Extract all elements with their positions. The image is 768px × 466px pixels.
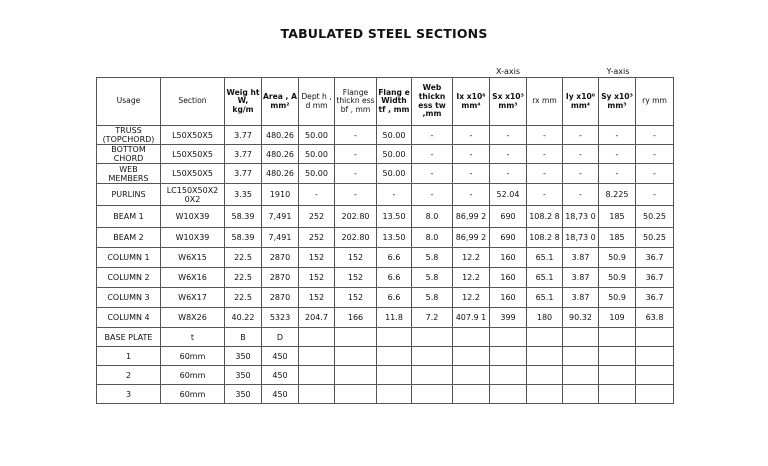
base-plate-cell: 450 bbox=[262, 347, 299, 366]
empty-cell bbox=[453, 347, 490, 366]
table-row bbox=[97, 206, 674, 228]
table-cell: - bbox=[599, 145, 636, 164]
table-cell: 252 bbox=[299, 228, 335, 248]
table-cell: 152 bbox=[335, 248, 377, 268]
empty-cell bbox=[377, 385, 412, 404]
empty-cell bbox=[335, 385, 377, 404]
empty-cell bbox=[490, 385, 527, 404]
table-cell: 690 bbox=[490, 206, 527, 228]
table-cell: 58.39 bbox=[225, 206, 262, 228]
table-row bbox=[97, 184, 674, 206]
steel-sections-table bbox=[96, 77, 674, 404]
base-plate-cell: 60mm bbox=[161, 347, 225, 366]
table-cell: - bbox=[636, 126, 674, 145]
table-cell: 480.26 bbox=[262, 145, 299, 164]
table-cell: 12.2 bbox=[453, 268, 490, 288]
empty-cell bbox=[563, 328, 599, 347]
table-cell: - bbox=[453, 126, 490, 145]
table-cell: - bbox=[412, 184, 453, 206]
base-plate-cell: 350 bbox=[225, 385, 262, 404]
base-plate-cell: 2 bbox=[97, 366, 161, 385]
table-cell: - bbox=[563, 145, 599, 164]
table-cell: 86,99 2 bbox=[453, 206, 490, 228]
empty-cell bbox=[412, 385, 453, 404]
table-cell: 160 bbox=[490, 248, 527, 268]
table-cell: 5.8 bbox=[412, 248, 453, 268]
y-axis-group-label: Y-axis bbox=[606, 67, 630, 76]
table-cell: 180 bbox=[527, 308, 563, 328]
usage-cell: COLUMN 2 bbox=[97, 268, 161, 288]
base-plate-cell: 1 bbox=[97, 347, 161, 366]
table-cell: - bbox=[563, 164, 599, 184]
empty-cell bbox=[299, 366, 335, 385]
table-cell: - bbox=[412, 145, 453, 164]
base-plate-header-cell: B bbox=[225, 328, 262, 347]
empty-cell bbox=[599, 328, 636, 347]
empty-cell bbox=[335, 347, 377, 366]
table-cell: 152 bbox=[335, 288, 377, 308]
header-cell: Sy x10³ mm³ bbox=[599, 78, 636, 126]
usage-cell: COLUMN 1 bbox=[97, 248, 161, 268]
table-row bbox=[97, 308, 674, 328]
table-cell: 22.5 bbox=[225, 288, 262, 308]
table-cell: 36.7 bbox=[636, 248, 674, 268]
table-cell: 7,491 bbox=[262, 206, 299, 228]
empty-cell bbox=[453, 366, 490, 385]
table-cell: 108.2 8 bbox=[527, 206, 563, 228]
table-cell: 50.9 bbox=[599, 288, 636, 308]
header-cell: Flange thickn ess bf , mm bbox=[335, 78, 377, 126]
empty-cell bbox=[453, 385, 490, 404]
table-cell: 5323 bbox=[262, 308, 299, 328]
table-cell: - bbox=[335, 126, 377, 145]
table-cell: 52.04 bbox=[490, 184, 527, 206]
usage-cell: COLUMN 4 bbox=[97, 308, 161, 328]
table-cell: 399 bbox=[490, 308, 527, 328]
table-cell: 36.7 bbox=[636, 288, 674, 308]
table-cell: - bbox=[299, 184, 335, 206]
empty-cell bbox=[299, 347, 335, 366]
base-plate-header-row bbox=[97, 328, 674, 347]
empty-cell bbox=[527, 347, 563, 366]
empty-cell bbox=[636, 328, 674, 347]
empty-cell bbox=[299, 328, 335, 347]
header-cell: Iy x10⁶ mm⁴ bbox=[563, 78, 599, 126]
base-plate-header-cell: t bbox=[161, 328, 225, 347]
table-cell: 407.9 1 bbox=[453, 308, 490, 328]
table-cell: 109 bbox=[599, 308, 636, 328]
table-cell: 50.00 bbox=[377, 145, 412, 164]
empty-cell bbox=[335, 366, 377, 385]
table-cell: 166 bbox=[335, 308, 377, 328]
empty-cell bbox=[527, 328, 563, 347]
base-plate-row bbox=[97, 385, 674, 404]
usage-cell: BEAM 1 bbox=[97, 206, 161, 228]
table-cell: 3.87 bbox=[563, 288, 599, 308]
table-cell: 2870 bbox=[262, 248, 299, 268]
table-cell: 40.22 bbox=[225, 308, 262, 328]
table-cell: 3.35 bbox=[225, 184, 262, 206]
table-cell: LC150X50X2 0X2 bbox=[161, 184, 225, 206]
empty-cell bbox=[636, 366, 674, 385]
table-cell: 2870 bbox=[262, 268, 299, 288]
table-cell: - bbox=[636, 145, 674, 164]
base-plate-cell: 350 bbox=[225, 366, 262, 385]
table-cell: 22.5 bbox=[225, 248, 262, 268]
empty-cell bbox=[490, 328, 527, 347]
table-cell: 2870 bbox=[262, 288, 299, 308]
table-cell: 13.50 bbox=[377, 228, 412, 248]
table-cell: 8.0 bbox=[412, 228, 453, 248]
empty-cell bbox=[490, 347, 527, 366]
table-cell: - bbox=[527, 164, 563, 184]
table-cell: 63.8 bbox=[636, 308, 674, 328]
table-cell: - bbox=[453, 145, 490, 164]
table-cell: W10X39 bbox=[161, 228, 225, 248]
base-plate-cell: 60mm bbox=[161, 385, 225, 404]
table-cell: 7,491 bbox=[262, 228, 299, 248]
table-cell: - bbox=[377, 184, 412, 206]
table-cell: W6X16 bbox=[161, 268, 225, 288]
empty-cell bbox=[377, 328, 412, 347]
usage-cell: WEB MEMBERS bbox=[97, 164, 161, 184]
empty-cell bbox=[412, 328, 453, 347]
header-cell: rx mm bbox=[527, 78, 563, 126]
table-cell: 152 bbox=[299, 288, 335, 308]
table-cell: 3.87 bbox=[563, 268, 599, 288]
table-cell: 50.00 bbox=[299, 126, 335, 145]
empty-cell bbox=[563, 366, 599, 385]
table-cell: - bbox=[490, 145, 527, 164]
table-cell: 252 bbox=[299, 206, 335, 228]
usage-cell: PURLINS bbox=[97, 184, 161, 206]
base-plate-cell: 60mm bbox=[161, 366, 225, 385]
table-cell: 90.32 bbox=[563, 308, 599, 328]
table-cell: 152 bbox=[299, 248, 335, 268]
table-cell: 13.50 bbox=[377, 206, 412, 228]
base-plate-row bbox=[97, 366, 674, 385]
table-cell: 480.26 bbox=[262, 126, 299, 145]
table-cell: 65.1 bbox=[527, 268, 563, 288]
table-cell: - bbox=[599, 164, 636, 184]
table-cell: 1910 bbox=[262, 184, 299, 206]
table-cell: 8.0 bbox=[412, 206, 453, 228]
table-cell: L50X50X5 bbox=[161, 164, 225, 184]
table-cell: 3.77 bbox=[225, 126, 262, 145]
header-cell: Area , A mm² bbox=[262, 78, 299, 126]
base-plate-cell: 450 bbox=[262, 366, 299, 385]
table-cell: 3.87 bbox=[563, 248, 599, 268]
table-cell: 50.25 bbox=[636, 228, 674, 248]
table-cell: - bbox=[412, 164, 453, 184]
table-row bbox=[97, 164, 674, 184]
table-cell: - bbox=[563, 126, 599, 145]
table-cell: L50X50X5 bbox=[161, 126, 225, 145]
empty-cell bbox=[377, 366, 412, 385]
table-cell: W8X26 bbox=[161, 308, 225, 328]
empty-cell bbox=[599, 347, 636, 366]
table-cell: 202.80 bbox=[335, 228, 377, 248]
usage-cell: BOTTOM CHORD bbox=[97, 145, 161, 164]
table-cell: 160 bbox=[490, 268, 527, 288]
empty-cell bbox=[563, 385, 599, 404]
table-cell: 3.77 bbox=[225, 145, 262, 164]
header-cell: ry mm bbox=[636, 78, 674, 126]
table-cell: 36.7 bbox=[636, 268, 674, 288]
empty-cell bbox=[412, 347, 453, 366]
empty-cell bbox=[527, 366, 563, 385]
empty-cell bbox=[636, 347, 674, 366]
table-row bbox=[97, 268, 674, 288]
table-cell: L50X50X5 bbox=[161, 145, 225, 164]
table-cell: W10X39 bbox=[161, 206, 225, 228]
table-cell: 185 bbox=[599, 228, 636, 248]
base-plate-header-cell: D bbox=[262, 328, 299, 347]
table-row bbox=[97, 288, 674, 308]
page-title: TABULATED STEEL SECTIONS bbox=[280, 26, 488, 41]
table-cell: 22.5 bbox=[225, 268, 262, 288]
table-cell: 18,73 0 bbox=[563, 206, 599, 228]
table-cell: 108.2 8 bbox=[527, 228, 563, 248]
table-cell: 5.8 bbox=[412, 268, 453, 288]
table-cell: 50.00 bbox=[299, 145, 335, 164]
table-cell: 5.8 bbox=[412, 288, 453, 308]
table-cell: - bbox=[453, 164, 490, 184]
table-cell: - bbox=[599, 126, 636, 145]
empty-cell bbox=[299, 385, 335, 404]
table-cell: W6X17 bbox=[161, 288, 225, 308]
header-cell: Dept h , d mm bbox=[299, 78, 335, 126]
table-cell: 50.00 bbox=[377, 126, 412, 145]
table-cell: 50.25 bbox=[636, 206, 674, 228]
table-cell: - bbox=[636, 184, 674, 206]
table-cell: - bbox=[490, 126, 527, 145]
table-cell: 6.6 bbox=[377, 288, 412, 308]
table-cell: 152 bbox=[335, 268, 377, 288]
base-plate-cell: 350 bbox=[225, 347, 262, 366]
header-cell: Web thickn ess tw ,mm bbox=[412, 78, 453, 126]
table-cell: - bbox=[490, 164, 527, 184]
empty-cell bbox=[599, 366, 636, 385]
table-row bbox=[97, 248, 674, 268]
table-row bbox=[97, 228, 674, 248]
table-row bbox=[97, 126, 674, 145]
empty-cell bbox=[636, 385, 674, 404]
table-cell: 11.8 bbox=[377, 308, 412, 328]
table-cell: 7.2 bbox=[412, 308, 453, 328]
table-cell: 152 bbox=[299, 268, 335, 288]
table-cell: 65.1 bbox=[527, 248, 563, 268]
table-cell: 50.00 bbox=[299, 164, 335, 184]
table-row bbox=[97, 145, 674, 164]
empty-cell bbox=[490, 366, 527, 385]
header-cell: Ix x10⁶ mm⁴ bbox=[453, 78, 490, 126]
table-cell: 58.39 bbox=[225, 228, 262, 248]
table-cell: - bbox=[453, 184, 490, 206]
empty-cell bbox=[599, 385, 636, 404]
table-cell: - bbox=[412, 126, 453, 145]
table-cell: 8.225 bbox=[599, 184, 636, 206]
table-cell: 50.9 bbox=[599, 248, 636, 268]
usage-cell: COLUMN 3 bbox=[97, 288, 161, 308]
table-cell: - bbox=[527, 126, 563, 145]
table-cell: 50.00 bbox=[377, 164, 412, 184]
table-cell: - bbox=[527, 184, 563, 206]
empty-cell bbox=[412, 366, 453, 385]
table-cell: 202.80 bbox=[335, 206, 377, 228]
table-cell: 12.2 bbox=[453, 288, 490, 308]
table-cell: - bbox=[335, 145, 377, 164]
header-cell: Section bbox=[161, 78, 225, 126]
table-cell: 204.7 bbox=[299, 308, 335, 328]
table-cell: 3.77 bbox=[225, 164, 262, 184]
base-plate-row bbox=[97, 347, 674, 366]
base-plate-cell: 3 bbox=[97, 385, 161, 404]
table-cell: W6X15 bbox=[161, 248, 225, 268]
header-row bbox=[97, 78, 674, 126]
x-axis-group-label: X-axis bbox=[496, 67, 520, 76]
table-cell: - bbox=[335, 164, 377, 184]
table-cell: 65.1 bbox=[527, 288, 563, 308]
table-cell: 86,99 2 bbox=[453, 228, 490, 248]
table-cell: - bbox=[563, 184, 599, 206]
usage-cell: TRUSS (TOPCHORD) bbox=[97, 126, 161, 145]
empty-cell bbox=[563, 347, 599, 366]
table-cell: 480.26 bbox=[262, 164, 299, 184]
empty-cell bbox=[377, 347, 412, 366]
table-cell: 18,73 0 bbox=[563, 228, 599, 248]
header-cell: Usage bbox=[97, 78, 161, 126]
empty-cell bbox=[527, 385, 563, 404]
base-plate-cell: 450 bbox=[262, 385, 299, 404]
table-cell: - bbox=[335, 184, 377, 206]
base-plate-header-cell: BASE PLATE bbox=[97, 328, 161, 347]
header-cell: Weig ht W, kg/m bbox=[225, 78, 262, 126]
empty-cell bbox=[335, 328, 377, 347]
table-cell: 6.6 bbox=[377, 268, 412, 288]
table-cell: 12.2 bbox=[453, 248, 490, 268]
table-cell: - bbox=[636, 164, 674, 184]
table-cell: 185 bbox=[599, 206, 636, 228]
header-cell: Sx x10³ mm³ bbox=[490, 78, 527, 126]
table-cell: 50.9 bbox=[599, 268, 636, 288]
table-cell: - bbox=[527, 145, 563, 164]
header-cell: Flang e Width tf , mm bbox=[377, 78, 412, 126]
empty-cell bbox=[453, 328, 490, 347]
table-cell: 160 bbox=[490, 288, 527, 308]
usage-cell: BEAM 2 bbox=[97, 228, 161, 248]
table-cell: 6.6 bbox=[377, 248, 412, 268]
table-cell: 690 bbox=[490, 228, 527, 248]
